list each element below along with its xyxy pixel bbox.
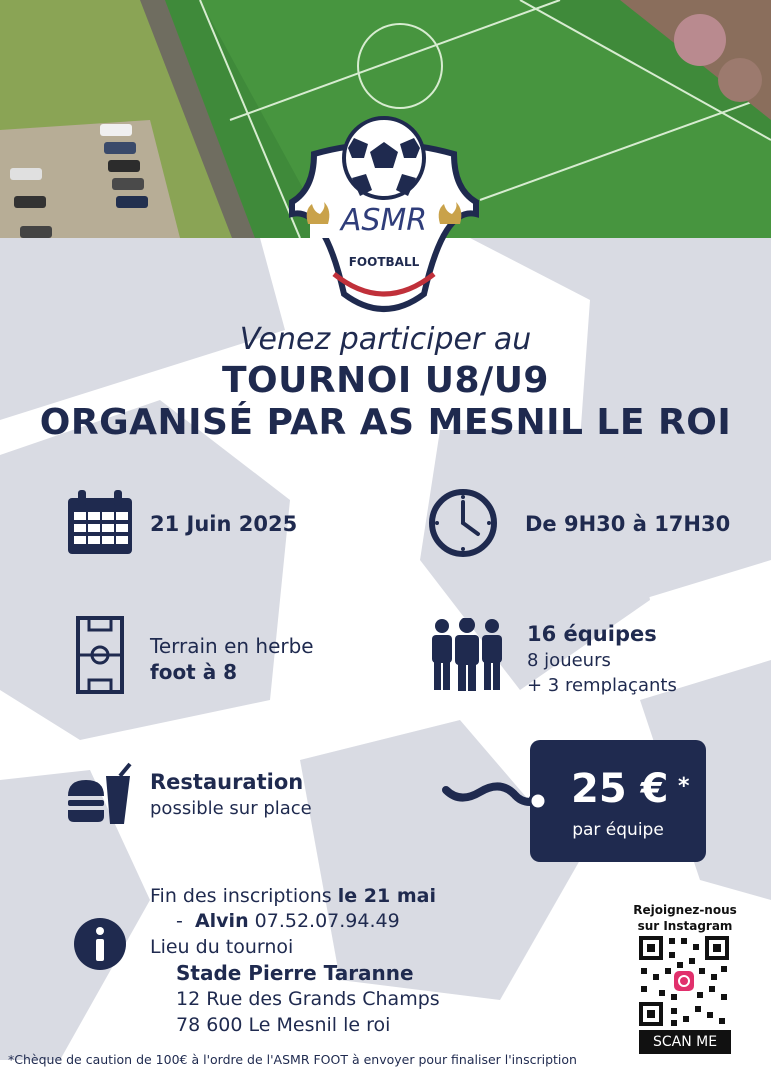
instagram-qr-code[interactable] — [637, 934, 731, 1028]
price-amount: 25 € — [571, 766, 669, 812]
contact-dash: - — [176, 910, 183, 932]
crest-club-text: ASMR — [340, 203, 428, 238]
contact-line — [176, 910, 400, 932]
substitutes-count: + 3 remplaçants — [527, 675, 677, 696]
price-tag-hole — [520, 783, 556, 819]
players-count: 8 joueurs — [527, 650, 611, 671]
registration-deadline — [150, 885, 436, 907]
title-line-2: ORGANISÉ PAR AS MESNIL LE ROI — [39, 402, 732, 443]
crest-label-text: FOOTBALL — [348, 255, 420, 269]
price-subtitle: par équipe — [572, 820, 664, 840]
food-subtitle: possible sur place — [150, 798, 312, 819]
club-crest-logo — [284, 114, 484, 314]
food-title: Restauration — [150, 770, 304, 794]
intro-text: Venez participer au — [239, 322, 532, 357]
field-format: foot à 8 — [150, 660, 238, 684]
team-players-icon — [428, 618, 506, 692]
instagram-cta-line-1: Rejoignez-nous — [633, 903, 737, 917]
price-asterisk: * — [678, 774, 690, 799]
contact-phone[interactable]: 07.52.07.94.49 — [254, 910, 400, 932]
deadline-prefix: Fin des inscriptions — [150, 885, 338, 907]
calendar-icon — [66, 490, 134, 556]
event-date: 21 Juin 2025 — [150, 512, 298, 536]
venue-address-line-1: 12 Rue des Grands Champs — [176, 988, 440, 1010]
title-line-1: TOURNOI U8/U9 — [222, 360, 549, 401]
burger-drink-icon — [66, 762, 132, 828]
info-icon — [74, 918, 126, 970]
scan-me-label: SCAN ME — [639, 1030, 731, 1054]
teams-count: 16 équipes — [527, 622, 657, 646]
soccer-field-icon — [76, 616, 124, 694]
venue-label: Lieu du tournoi — [150, 936, 294, 958]
field-type: Terrain en herbe — [150, 634, 314, 658]
deadline-date: le 21 mai — [337, 885, 436, 907]
venue-name: Stade Pierre Taranne — [176, 961, 414, 985]
venue-address-line-2: 78 600 Le Mesnil le roi — [176, 1014, 391, 1036]
contact-name: Alvin — [194, 910, 249, 932]
event-hours: De 9H30 à 17H30 — [525, 512, 731, 536]
footer-note: *Chèque de caution de 100€ à l'ordre de l'ASMR FOOT à envoyer pour finaliser l'inscription — [8, 1052, 577, 1067]
instagram-cta — [610, 902, 760, 934]
clock-icon — [428, 488, 498, 558]
instagram-cta-line-2: sur Instagram — [637, 919, 733, 933]
